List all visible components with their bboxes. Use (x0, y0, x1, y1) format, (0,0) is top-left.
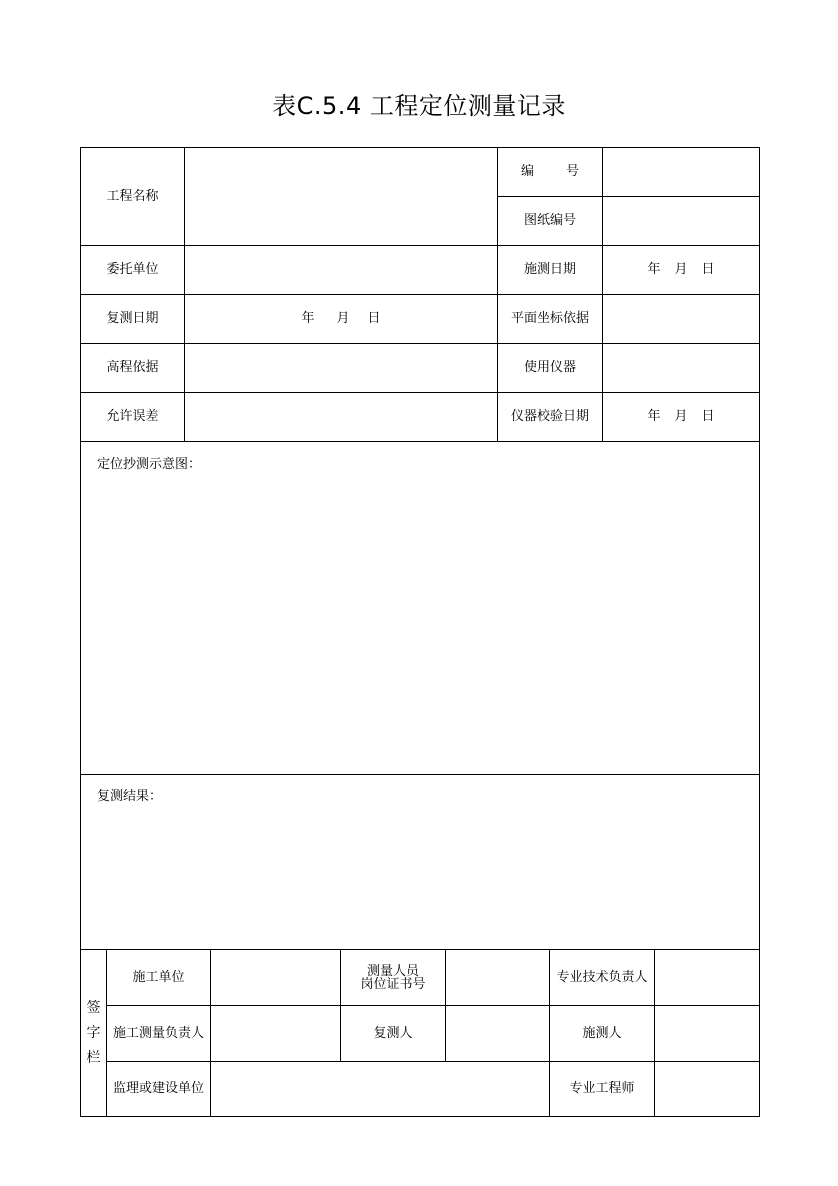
date-year: 年 (647, 409, 661, 424)
project-name-label: 工程名称 (106, 188, 159, 204)
sketch-area[interactable] (81, 475, 759, 774)
section-divider (80, 774, 760, 775)
surveyor-cert-line1: 测量人员 (366, 963, 419, 979)
engineer-field[interactable] (655, 1062, 759, 1116)
supervision-unit-label: 监理或建设单位 (112, 1081, 204, 1096)
date-year: 年 (647, 262, 661, 277)
drawing-number-label: 图纸编号 (523, 213, 576, 228)
instrument-label: 使用仪器 (523, 360, 576, 375)
survey-lead-label: 施工测量负责人 (112, 1025, 204, 1041)
project-name-field[interactable] (185, 148, 497, 245)
recheck-person-field[interactable] (446, 1006, 549, 1061)
date-month: 月 (336, 311, 350, 326)
serial-label-right: 号 (566, 164, 580, 179)
supervision-unit-field[interactable] (211, 1062, 549, 1116)
date-month: 月 (674, 262, 688, 277)
date-month: 月 (674, 409, 688, 424)
serial-label-left: 编 (520, 164, 534, 179)
survey-date-field[interactable] (603, 246, 759, 294)
plane-coordinate-field[interactable] (603, 295, 759, 343)
recheck-result-label: 复测结果： (97, 789, 163, 804)
signature-column-label (81, 950, 106, 1116)
client-unit-label: 委托单位 (106, 262, 159, 277)
signature-char: 字 (86, 1024, 101, 1041)
tolerance-field[interactable] (185, 393, 497, 441)
date-day: 日 (367, 311, 381, 326)
signature-char: 栏 (86, 1049, 101, 1066)
instrument-field[interactable] (603, 344, 759, 392)
engineer-label: 专业工程师 (569, 1081, 635, 1096)
survey-lead-field[interactable] (211, 1006, 340, 1061)
surveyor-certificate-field[interactable] (446, 950, 549, 1005)
elevation-basis-field[interactable] (185, 344, 497, 392)
surveyor-certificate-label (341, 950, 445, 1005)
calibration-date-field[interactable] (603, 393, 759, 441)
tech-lead-field[interactable] (655, 950, 759, 1005)
date-year: 年 (301, 311, 315, 326)
date-day: 日 (701, 262, 715, 277)
signature-char: 签 (86, 999, 101, 1016)
serial-number-label (498, 148, 602, 196)
recheck-result-area[interactable] (81, 808, 759, 949)
table-border-right (759, 147, 760, 1117)
client-unit-field[interactable] (185, 246, 497, 294)
date-day: 日 (701, 409, 715, 424)
serial-number-field[interactable] (603, 148, 759, 196)
calibration-date-label: 仪器校验日期 (510, 409, 589, 424)
sketch-section-label: 定位抄测示意图： (97, 457, 202, 472)
construction-unit-field[interactable] (211, 950, 340, 1005)
surveyor-field[interactable] (655, 1006, 759, 1061)
recheck-person-label: 复测人 (373, 1025, 413, 1041)
drawing-number-field[interactable] (603, 197, 759, 245)
recheck-date-label: 复测日期 (106, 311, 159, 326)
page-title: 表C.5.4 工程定位测量记录 (272, 92, 566, 120)
row-divider (80, 441, 760, 442)
surveyor-cert-line2: 岗位证书号 (360, 976, 426, 992)
recheck-date-field[interactable] (185, 295, 497, 343)
survey-date-label: 施测日期 (523, 262, 576, 277)
elevation-basis-label: 高程依据 (106, 360, 159, 375)
table-border-bottom (80, 1116, 760, 1117)
tech-lead-label: 专业技术负责人 (556, 969, 648, 985)
surveyor-label: 施测人 (582, 1025, 622, 1041)
tolerance-label: 允许误差 (106, 409, 159, 424)
plane-coordinate-label: 平面坐标依据 (510, 311, 589, 326)
construction-unit-label: 施工单位 (132, 969, 185, 985)
